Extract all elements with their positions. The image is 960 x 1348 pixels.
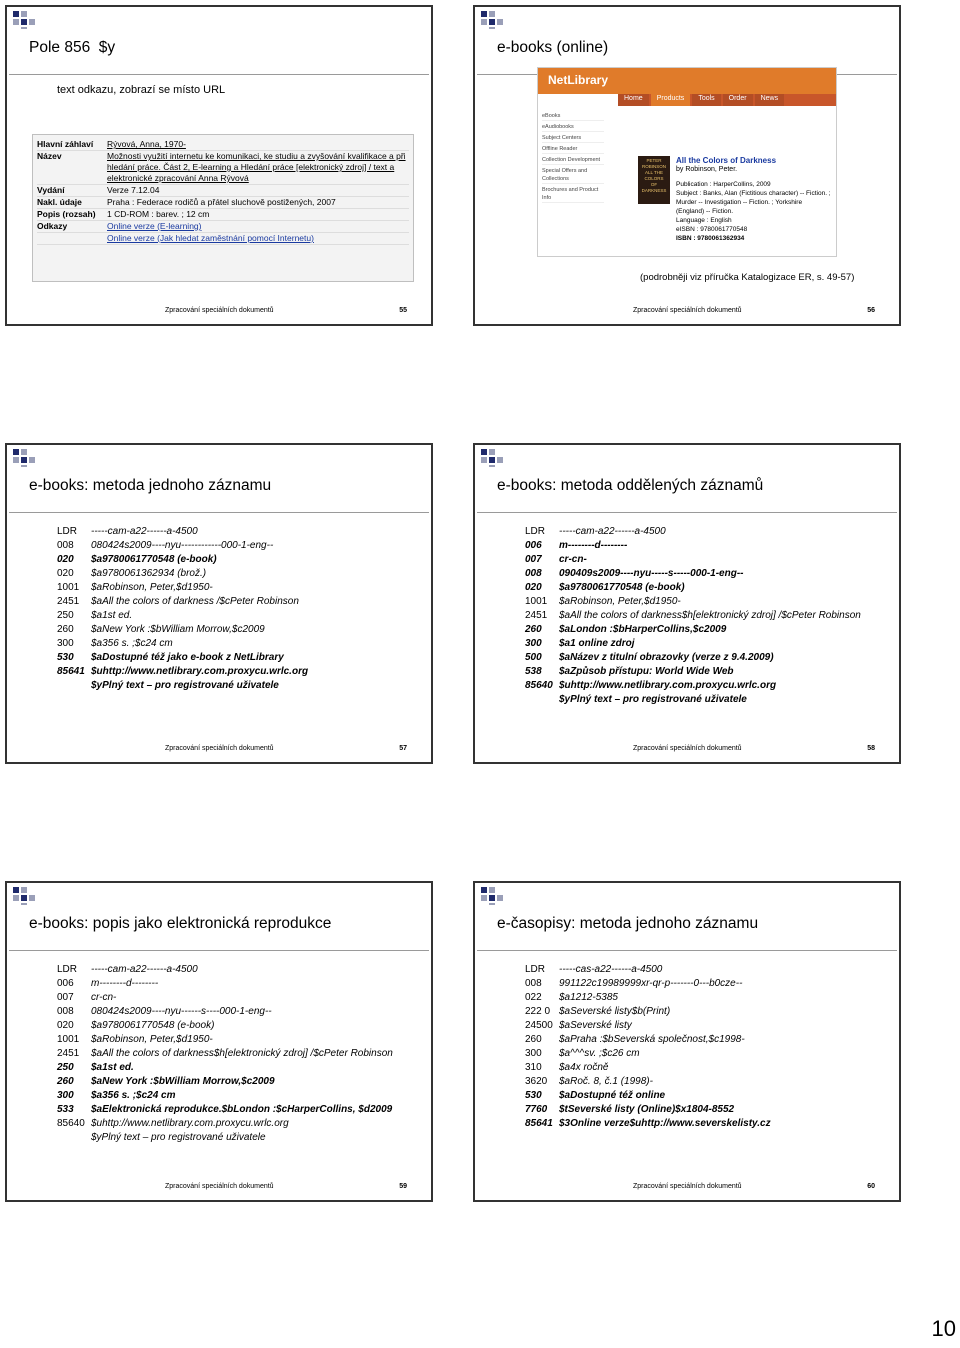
slide-title: e-books: popis jako elektronická reprodukce xyxy=(29,915,332,932)
slide-footer xyxy=(7,743,431,755)
marc-field-row xyxy=(57,1061,421,1075)
marc-value: $a9780061770548 (e-book) xyxy=(91,554,217,565)
deco-square xyxy=(21,887,27,893)
marc-tag: 006 xyxy=(57,978,74,989)
marc-tag: 020 xyxy=(57,568,74,579)
marc-tag: 006 xyxy=(525,540,542,551)
marc-record xyxy=(525,525,889,707)
catalog-row xyxy=(37,233,409,245)
marc-value: m--------d-------- xyxy=(91,978,159,989)
marc-value: $a9780061362934 (brož.) xyxy=(91,568,207,579)
marc-tag: 008 xyxy=(57,1006,74,1017)
marc-field-row xyxy=(57,1033,421,1047)
footer-text: Zpracování speciálních dokumentů xyxy=(165,307,274,314)
marc-value: -----cam-a22------a-4500 xyxy=(91,964,198,975)
marc-value: $aNew York :$bWilliam Morrow,$c2009 xyxy=(91,1076,275,1087)
marc-tag: 85640 xyxy=(525,680,553,691)
deco-square xyxy=(489,895,495,901)
marc-tag: 022 xyxy=(525,992,542,1003)
catalog-row xyxy=(37,185,409,197)
marc-field-row xyxy=(57,539,421,553)
catalog-value: Rývová, Anna, 1970- xyxy=(107,139,186,149)
marc-value[interactable]: $uhttp://www.netlibrary.com.proxycu.wrlc.org xyxy=(91,1118,289,1129)
marc-value: -----cas-a22------a-4500 xyxy=(559,964,663,975)
marc-value: $yPlný text – pro registrované uživatele xyxy=(91,1132,266,1143)
marc-value: $a1st ed. xyxy=(91,1062,134,1073)
catalog-screenshot xyxy=(32,134,414,282)
marc-value: -----cam-a22------a-4500 xyxy=(559,526,666,537)
marc-tag: 300 xyxy=(525,1048,542,1059)
deco-square xyxy=(481,449,487,455)
marc-tag: 007 xyxy=(525,554,542,565)
marc-field-row xyxy=(525,679,889,693)
deco-square xyxy=(489,449,495,455)
cover-text: COLORS xyxy=(644,176,664,181)
deco-square xyxy=(21,457,27,463)
marc-tag xyxy=(525,693,559,707)
marc-tag: 260 xyxy=(525,624,542,635)
slide-number: 60 xyxy=(867,1183,875,1190)
marc-tag: 2451 xyxy=(57,1048,80,1059)
catalog-row xyxy=(37,151,409,185)
netlibrary-side-link[interactable]: eBooks xyxy=(542,112,604,121)
marc-value: $aAll the colors of darkness$h[elektronický zdroj] /$cPeter Robinson xyxy=(91,1048,393,1059)
marc-field-row xyxy=(57,567,421,581)
marc-tag: 2451 xyxy=(525,610,548,621)
catalog-value: Verze 7.12.04 xyxy=(107,185,160,195)
marc-tag: 85641 xyxy=(57,666,85,677)
footer-text: Zpracování speciálních dokumentů xyxy=(165,1183,274,1190)
marc-field-row xyxy=(525,1075,889,1089)
marc-tag: 008 xyxy=(525,978,542,989)
marc-field-row xyxy=(57,637,421,651)
deco-square xyxy=(481,19,487,25)
marc-tag: 530 xyxy=(57,652,74,663)
marc-value: 080424s2009----nyu------s----000-1-eng-- xyxy=(91,1006,272,1017)
marc-field-row xyxy=(525,977,889,991)
catalog-label: Nakl. údaje xyxy=(37,197,82,207)
marc-field-row xyxy=(525,637,889,651)
marc-tag: 7760 xyxy=(525,1104,548,1115)
footer-text: Zpracování speciálních dokumentů xyxy=(633,1183,742,1190)
slide-title: e-časopisy: metoda jednoho záznamu xyxy=(497,915,759,932)
marc-tag: 300 xyxy=(57,1090,74,1101)
marc-field-row xyxy=(525,1089,889,1103)
marc-field-row xyxy=(525,1047,889,1061)
marc-value: $aDostupné též jako e-book z NetLibrary xyxy=(91,652,284,663)
page-number: 10 xyxy=(931,1316,956,1341)
marc-value: $aSeverské listy xyxy=(559,1020,632,1031)
deco-square xyxy=(21,895,27,901)
marc-value[interactable]: $3Online verze$uhttp://www.severskelisty.cz xyxy=(559,1118,771,1129)
marc-field-row xyxy=(525,963,889,977)
deco-square xyxy=(21,449,27,455)
netlibrary-header xyxy=(538,68,836,94)
marc-value: $aDostupné též online xyxy=(559,1090,666,1101)
marc-field-row xyxy=(525,1019,889,1033)
deco-square xyxy=(481,457,487,463)
slide-title: Pole 856 $y xyxy=(29,39,116,56)
slide-59 xyxy=(5,881,433,1202)
marc-field-row xyxy=(57,623,421,637)
marc-field-row xyxy=(57,977,421,991)
deco-square xyxy=(29,457,35,463)
marc-field-row xyxy=(57,1075,421,1089)
marc-field-row xyxy=(525,1061,889,1075)
deco-square xyxy=(29,19,35,25)
marc-value: -----cam-a22------a-4500 xyxy=(91,526,198,537)
marc-field-row xyxy=(57,525,421,539)
slide-title: e-books (online) xyxy=(497,39,609,56)
slide-title: e-books: metoda oddělených záznamů xyxy=(497,477,764,494)
catalog-value[interactable]: Online verze (E-learning) xyxy=(107,221,202,231)
marc-value: $aRoč. 8, č.1 (1998)- xyxy=(559,1076,653,1087)
deco-square xyxy=(481,11,487,17)
marc-value: $aRobinson, Peter,$d1950- xyxy=(91,1034,213,1045)
marc-value: $yPlný text – pro registrované uživatele xyxy=(91,680,279,691)
marc-value: $aNew York :$bWilliam Morrow,$c2009 xyxy=(91,624,265,635)
marc-tag: 310 xyxy=(525,1062,542,1073)
marc-value: $a9780061770548 (e-book) xyxy=(559,582,685,593)
marc-field-row xyxy=(525,539,889,553)
marc-value: $a4x ročně xyxy=(559,1062,609,1073)
marc-field-row xyxy=(525,991,889,1005)
marc-value: $tSeverské listy (Online)$x1804-8552 xyxy=(559,1104,735,1115)
slide-number: 56 xyxy=(867,307,875,314)
marc-value: $aElektronická reprodukce.$bLondon :$cHarperCollins, $d2009 xyxy=(91,1104,393,1115)
marc-field-row xyxy=(525,623,889,637)
marc-value: $aZpůsob přístupu: World Wide Web xyxy=(559,666,734,677)
marc-field-row xyxy=(525,1117,889,1131)
deco-square xyxy=(13,887,19,893)
marc-field-row xyxy=(525,693,889,707)
marc-field-row xyxy=(57,679,421,693)
book-title[interactable]: All the Colors of Darkness xyxy=(676,156,777,165)
marc-value: $yPlný text – pro registrované uživatele xyxy=(559,694,747,705)
marc-tag: 222 0 xyxy=(525,1006,551,1017)
marc-tag: 530 xyxy=(525,1090,542,1101)
marc-value: cr-cn- xyxy=(559,554,587,565)
marc-field-row xyxy=(525,1033,889,1047)
netlibrary-nav-item[interactable]: Tools xyxy=(692,94,720,106)
netlibrary-nav-item[interactable]: Products xyxy=(651,94,691,106)
marc-field-row xyxy=(57,1103,421,1117)
marc-field-row xyxy=(525,609,889,623)
slide-58 xyxy=(473,443,901,764)
catalog-row xyxy=(37,197,409,209)
marc-tag: 260 xyxy=(57,624,74,635)
marc-value: $a356 s. ;$c24 cm xyxy=(91,638,173,649)
marc-value: 991122c19989999xr-qr-p-------0---b0cze-- xyxy=(559,978,743,989)
slide-60 xyxy=(473,881,901,1202)
marc-tag: 020 xyxy=(57,554,74,565)
catalog-label: Popis (rozsah) xyxy=(37,209,96,219)
marc-tag: 85640 xyxy=(57,1118,85,1129)
deco-square xyxy=(13,449,19,455)
marc-field-row xyxy=(57,665,421,679)
marc-field-row xyxy=(57,581,421,595)
marc-value: $aPraha :$bSeverská společnost,$c1998- xyxy=(559,1034,745,1045)
book-detail-line: eISBN : 9780061770548 xyxy=(676,226,748,233)
slide-55 xyxy=(5,5,433,326)
marc-tag: 007 xyxy=(57,992,74,1003)
marc-field-row xyxy=(57,1005,421,1019)
marc-value: $a356 s. ;$c24 cm xyxy=(91,1090,176,1101)
reference-note: (podrobněji viz příručka Katalogizace ER, s. 49-57) xyxy=(640,272,855,283)
catalog-value[interactable]: Online verze (Jak hledat zaměstnání pomocí Internetu) xyxy=(107,233,314,243)
marc-tag: 300 xyxy=(525,638,542,649)
marc-field-row xyxy=(525,1103,889,1117)
marc-tag: LDR xyxy=(57,526,78,537)
netlibrary-screenshot xyxy=(537,67,837,257)
deco-square xyxy=(489,19,495,25)
deco-square xyxy=(489,457,495,463)
deco-square xyxy=(13,19,19,25)
netlibrary-logo: NetLibrary xyxy=(548,73,609,87)
deco-square xyxy=(497,457,503,463)
marc-tag xyxy=(57,679,91,693)
catalog-value: Praha : Federace rodičů a přátel sluchově postižených, 2007 xyxy=(107,197,336,207)
deco-square xyxy=(13,11,19,17)
marc-tag: 85641 xyxy=(525,1118,553,1129)
marc-tag: 020 xyxy=(57,1020,74,1031)
marc-record xyxy=(525,963,889,1131)
marc-value: 090409s2009----nyu-----s-----000-1-eng-- xyxy=(559,568,744,579)
marc-tag: 24500 xyxy=(525,1020,553,1031)
netlibrary-nav-item[interactable]: Home xyxy=(618,94,649,106)
deco-square xyxy=(497,19,503,25)
marc-tag: 1001 xyxy=(525,596,548,607)
marc-field-row xyxy=(57,1131,421,1145)
netlibrary-nav-item[interactable]: Order xyxy=(723,94,753,106)
catalog-row xyxy=(37,209,409,221)
marc-tag: 250 xyxy=(57,1062,74,1073)
marc-value: $a1 online zdroj xyxy=(559,638,635,649)
marc-value: $aSeverské listy$b(Print) xyxy=(559,1006,671,1017)
marc-tag: 260 xyxy=(525,1034,542,1045)
book-cover-image xyxy=(638,156,670,204)
cover-text: ALL THE xyxy=(644,170,663,175)
deco-square xyxy=(497,895,503,901)
footer-text: Zpracování speciálních dokumentů xyxy=(633,307,742,314)
catalog-row xyxy=(37,139,409,151)
book-author: by Robinson, Peter. xyxy=(676,166,738,173)
marc-tag: 538 xyxy=(525,666,542,677)
catalog-value: 1 CD-ROM : barev. ; 12 cm xyxy=(107,209,210,219)
slide-footer xyxy=(475,1181,899,1193)
slide-number: 55 xyxy=(399,307,407,314)
marc-value: $aAll the colors of darkness /$cPeter Robinson xyxy=(91,596,299,607)
marc-tag: 300 xyxy=(57,638,74,649)
deco-square xyxy=(13,895,19,901)
marc-value: $aRobinson, Peter,$d1950- xyxy=(559,596,681,607)
marc-value[interactable]: $uhttp://www.netlibrary.com.proxycu.wrlc.org xyxy=(91,666,309,677)
marc-tag: 1001 xyxy=(57,582,80,593)
catalog-label: Hlavní záhlaví xyxy=(37,139,94,149)
deco-square xyxy=(21,19,27,25)
marc-field-row xyxy=(525,665,889,679)
marc-field-row xyxy=(57,1047,421,1061)
deco-square xyxy=(29,895,35,901)
marc-value: $aRobinson, Peter,$d1950- xyxy=(91,582,213,593)
marc-tag: LDR xyxy=(525,964,546,975)
slide-subtitle: text odkazu, zobrazí se místo URL xyxy=(57,84,226,96)
cover-text: OF DARKNESS xyxy=(641,182,667,193)
marc-value: 080424s2009----nyu------------000-1-eng-- xyxy=(91,540,274,551)
slide-number: 59 xyxy=(399,1183,407,1190)
marc-tag: 533 xyxy=(57,1104,74,1115)
marc-field-row xyxy=(525,567,889,581)
marc-field-row xyxy=(525,581,889,595)
marc-tag: 008 xyxy=(57,540,74,551)
marc-value: $a1st ed. xyxy=(91,610,133,621)
marc-tag: 2451 xyxy=(57,596,80,607)
deco-square xyxy=(13,457,19,463)
catalog-label: Název xyxy=(37,151,62,161)
marc-tag: 500 xyxy=(525,652,542,663)
catalog-row xyxy=(37,221,409,233)
netlibrary-side-link[interactable]: Collection Development xyxy=(542,156,604,165)
deco-square xyxy=(481,895,487,901)
marc-tag: LDR xyxy=(57,964,78,975)
marc-tag: 020 xyxy=(525,582,542,593)
catalog-label: Odkazy xyxy=(37,221,68,231)
marc-record xyxy=(57,525,421,693)
marc-value: $aAll the colors of darkness$h[elektronický zdroj] /$cPeter Robinson xyxy=(559,610,861,621)
marc-field-row xyxy=(525,1005,889,1019)
footer-text: Zpracování speciálních dokumentů xyxy=(633,745,742,752)
marc-field-row xyxy=(57,595,421,609)
marc-field-row xyxy=(57,991,421,1005)
netlibrary-side-link[interactable]: Brochures and Product Info xyxy=(542,186,604,203)
book-detail-line: Publication : HarperCollins, 2009 xyxy=(676,181,771,188)
marc-field-row xyxy=(525,595,889,609)
marc-tag: 250 xyxy=(57,610,74,621)
marc-tag: LDR xyxy=(525,526,546,537)
marc-value[interactable]: $uhttp://www.netlibrary.com.proxycu.wrlc.org xyxy=(559,680,777,691)
slide-title: e-books: metoda jednoho záznamu xyxy=(29,477,272,494)
deco-square xyxy=(21,11,27,17)
netlibrary-side-link[interactable]: Special Offers and Collections xyxy=(542,167,604,184)
marc-value: $a^^^sv. ;$c26 cm xyxy=(559,1048,640,1059)
book-detail-line: Language : English xyxy=(676,217,732,224)
marc-value: $a9780061770548 (e-book) xyxy=(91,1020,215,1031)
marc-value: $aNázev z titulní obrazovky (verze z 9.4.2009) xyxy=(559,652,774,663)
marc-field-row xyxy=(57,651,421,665)
catalog-value: Možnosti využití internetu ke komunikaci, ke studiu a zvyšování kvalifikace a při hledání práce. Část 2, E-learning a Hledání práce [elektronický zdroj] / text a elektronické zpracování Anna Rývová xyxy=(107,151,406,183)
catalog-label xyxy=(37,233,107,244)
slide-56 xyxy=(473,5,901,326)
marc-value: $a1212-5385 xyxy=(559,992,618,1003)
footer-text: Zpracování speciálních dokumentů xyxy=(165,745,274,752)
slide-number: 57 xyxy=(399,745,407,752)
marc-tag: 008 xyxy=(525,568,542,579)
slide-footer xyxy=(7,305,431,317)
deco-square xyxy=(489,887,495,893)
marc-tag xyxy=(57,1131,91,1145)
marc-tag: 260 xyxy=(57,1076,74,1087)
deco-square xyxy=(481,887,487,893)
marc-record xyxy=(57,963,421,1145)
book-details xyxy=(676,180,832,243)
slide-footer xyxy=(475,305,899,317)
book-detail-line: Subject : Banks, Alan (Fictitious character) -- Fiction. ; Murder -- Investigation -- Fiction. ; Yorkshire (England) -- Fiction. xyxy=(676,190,831,215)
marc-value: $aLondon :$bHarperCollins,$c2009 xyxy=(559,624,727,635)
netlibrary-side-link[interactable]: Offline Reader xyxy=(542,145,604,154)
slide-57 xyxy=(5,443,433,764)
netlibrary-nav xyxy=(618,94,836,106)
netlibrary-side-link[interactable]: Subject Centers xyxy=(542,134,604,143)
cover-text: ROBINSON xyxy=(641,164,666,169)
marc-field-row xyxy=(525,651,889,665)
netlibrary-nav-item[interactable]: News xyxy=(755,94,785,106)
marc-field-row xyxy=(57,553,421,567)
marc-field-row xyxy=(57,1089,421,1103)
marc-field-row xyxy=(57,963,421,977)
marc-value: m--------d-------- xyxy=(559,540,628,551)
cover-text: PETER xyxy=(646,158,662,163)
netlibrary-side-link[interactable]: eAudiobooks xyxy=(542,123,604,132)
marc-field-row xyxy=(525,525,889,539)
slide-footer xyxy=(7,1181,431,1193)
catalog-label: Vydání xyxy=(37,185,65,195)
marc-field-row xyxy=(525,553,889,567)
netlibrary-sidebar xyxy=(542,112,604,205)
marc-field-row xyxy=(57,1019,421,1033)
marc-value: cr-cn- xyxy=(91,992,117,1003)
slide-number: 58 xyxy=(867,745,875,752)
marc-field-row xyxy=(57,1117,421,1131)
marc-tag: 3620 xyxy=(525,1076,548,1087)
marc-tag: 1001 xyxy=(57,1034,80,1045)
deco-square xyxy=(489,11,495,17)
book-detail-line: ISBN : 9780061362934 xyxy=(676,235,745,242)
slide-footer xyxy=(475,743,899,755)
marc-field-row xyxy=(57,609,421,623)
